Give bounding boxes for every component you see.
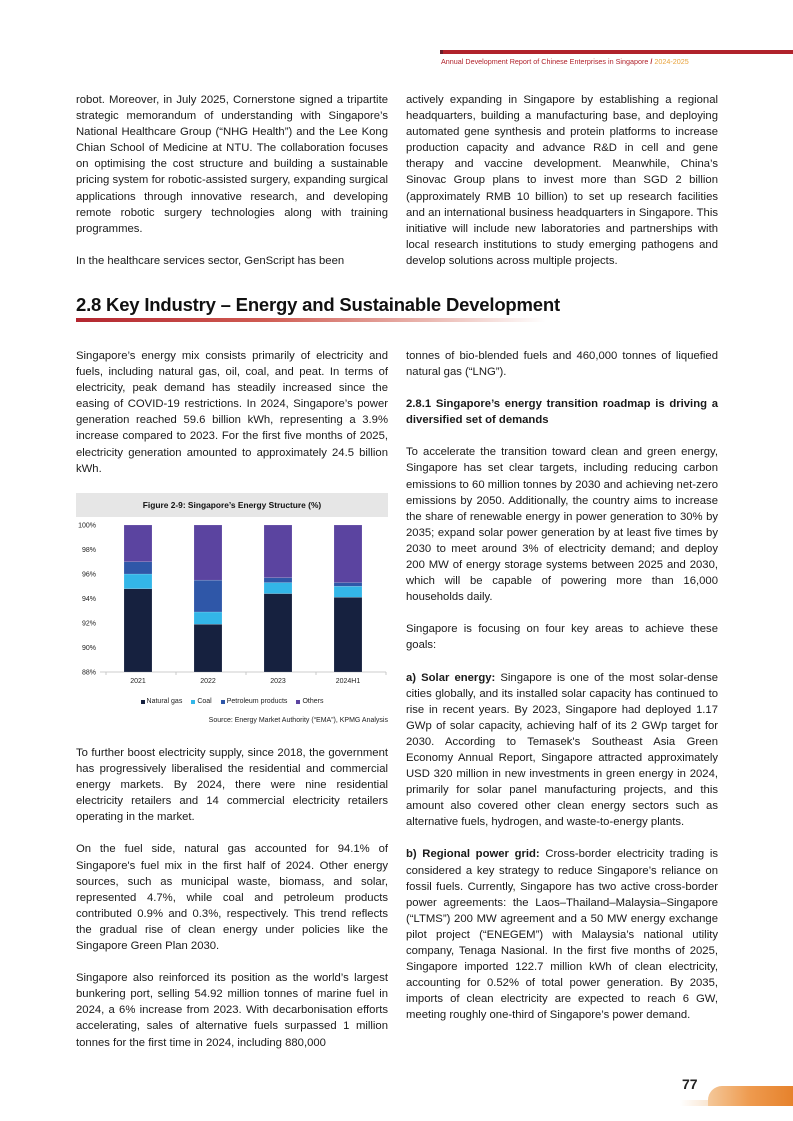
legend-swatch [191, 700, 195, 704]
paragraph: On the fuel side, natural gas accounted for 94.1% of Singapore's fuel mix in the first half of 2024. Other energy sources, such as municipal waste, biomass, and solar, represented 4.7%, while coal and petroleum products contributed 0.9% and 0.3%, respectively. This trend reflects the gradual rise of clean energy under policies like the Singapore Green Plan 2030. [76, 843, 388, 953]
bar-segment-natural-gas [264, 594, 292, 672]
bar-segment-others [334, 525, 362, 583]
paragraph-solar-energy [406, 670, 718, 831]
paragraph: tonnes of bio-blended fuels and 460,000 tonnes of liquefied natural gas (“LNG”). [406, 350, 718, 379]
section-title-underline [76, 318, 546, 322]
bar-segment-others [194, 525, 222, 580]
running-header-title: Annual Development Report of Chinese Enterprises in Singapore [441, 57, 649, 66]
bar-segment-coal [334, 586, 362, 597]
paragraph: Singapore is focusing on four key areas to achieve these goals: [406, 623, 718, 652]
legend-item-others [296, 698, 323, 705]
legend-label: Coal [197, 698, 212, 705]
paragraph-regional-grid [406, 846, 718, 1023]
running-header-separator: / [648, 57, 655, 66]
legend-label: Others [302, 698, 324, 705]
bar-segment-petroleum-products [124, 562, 152, 574]
bar-segment-natural-gas [124, 589, 152, 672]
legend-swatch [141, 700, 145, 704]
y-tick-label: 98% [81, 547, 96, 554]
x-tick-label: 2023 [270, 678, 286, 685]
legend-item-petroleum [221, 698, 288, 705]
running-header-years: 2024-2025 [654, 57, 689, 66]
bar-segment-petroleum-products [194, 580, 222, 612]
bar-segment-petroleum-products [264, 578, 292, 583]
legend-swatch [221, 700, 225, 704]
bar-segment-petroleum-products [334, 583, 362, 587]
x-tick-label: 2024H1 [335, 678, 361, 685]
right-column-top [406, 92, 718, 285]
solar-energy-text: Singapore is one of the most solar-dense cities globally, and its installed solar capacity has continued to rise in recent years. By 2023, Singapore had deployed 1.17 GWp of solar capacity, achieving half of its 2 GWp target for 2030. According to Temasek's Southeast Asia Green Economy Annual Report, Singapore attracted approximately USD 320 million in new investments in green energy in 2024, primarily for solar panel manufacturing projects, and this amount also covered other clean energy sectors such as alternative fuels, hydrogen, and waste-to-energy plants. [406, 671, 718, 829]
bar-segment-coal [124, 574, 152, 589]
y-tick-label: 92% [81, 620, 96, 628]
stacked-bar-chart [76, 519, 388, 697]
running-header [441, 57, 689, 66]
figure-title: Figure 2-9: Singapore’s Energy Structure (%) [76, 493, 388, 517]
left-column-intro [76, 348, 388, 493]
bar-segment-coal [194, 612, 222, 624]
solar-energy-lead: a) Solar energy: [406, 671, 496, 684]
legend-item-natural-gas [141, 698, 183, 705]
x-axis [100, 672, 386, 685]
paragraph: actively expanding in Singapore by establishing a regional headquarters, building a manufacturing base, and deploying automated gene synthesis and protein platforms to increase production capacity and advance R&D in cell and gene therapy and vaccine development. Meanwhile, China’s Sinovac Group plans to invest more than SGD 2 billion (approximately RMB 10 billion) to set up research facilities and an international business headquarters in Singapore. This initiative will include new laboratories and partnerships with local research institutions to study emerging pathogens and develop solutions across multiple projects. [406, 94, 718, 267]
figure-source: Source: Energy Market Authority (“EMA”), KPMG Analysis [208, 717, 388, 724]
legend-item-coal [191, 698, 211, 705]
subsection-heading: 2.8.1 Singapore’s energy transition roadmap is driving a diversified set of demands [406, 398, 718, 427]
y-tick-label: 88% [81, 669, 96, 677]
bar-segment-natural-gas [334, 597, 362, 672]
header-accent-bar [440, 50, 793, 54]
page-number: 77 [682, 1076, 698, 1092]
paragraph: Singapore’s energy mix consists primarily of electricity and fuels, including natural gas, oil, coal, and peat. In terms of electricity, peak demand has steadily increased since the easing of COVID-19 restrictions. In 2024, Singapore’s power generation reached 59.6 billion kWh, representing a 3.9% increase compared to 2023. For the first five months of 2025, electricity generation amounted to approximately 24.5 billion kWh. [76, 350, 388, 475]
paragraph: In the healthcare services sector, GenScript has been [76, 254, 345, 267]
y-tick-label: 96% [81, 571, 96, 579]
header-accent-mark [440, 50, 443, 54]
x-tick-label: 2021 [130, 678, 146, 685]
legend-swatch [296, 700, 300, 704]
regional-grid-lead: b) Regional power grid: [406, 848, 540, 861]
chart-legend [76, 698, 388, 705]
left-column-bottom [76, 745, 388, 1067]
paragraph: Singapore also reinforced its position as the world’s largest bunkering port, selling 54.92 million tonnes of marine fuel in 2024, a 6% increase from 2023. With decarbonisation efforts accelerating, sales of alternative fuels surpassed 1 million tonnes for the first time in 2024, including 880,000 [76, 972, 388, 1049]
bar-segment-others [264, 525, 292, 578]
section-title: 2.8 Key Industry – Energy and Sustainable Development [76, 294, 560, 315]
right-column-main [406, 348, 718, 1039]
bars [124, 525, 362, 672]
page-tab-decoration [708, 1086, 793, 1106]
y-axis [78, 523, 96, 677]
legend-label: Natural gas [146, 698, 183, 705]
bar-segment-natural-gas [194, 624, 222, 672]
y-tick-label: 100% [78, 522, 96, 530]
paragraph: To accelerate the transition toward clean and green energy, Singapore has set clear targets, including reducing carbon emissions to 60 million tonnes by 2030 and achieving net-zero emissions by 2050. Additionally, the country aims to increase the share of renewable energy in power generation to 30% by 2035; expand solar power generation by at least five times by 2030 to meet around 3% of electricity demand; and deploy 200 MW of energy storage systems between 2025 and 2030, which will be capable of powering more than 16,000 households daily. [406, 446, 718, 604]
paragraph: robot. Moreover, in July 2025, Cornerstone signed a tripartite strategic memorandum of understanding with Singapore’s National Healthcare Group (“NHG Health”) and the Lee Kong Chian School of Medicine at NTU. The collaboration focuses on optimising the cost structure and building a sustainable pricing system for robotic-assisted surgery, expanding surgical applications through innovative research, and developing remote robotic surgery technologies along with training programmes. [76, 94, 388, 235]
figure-energy-structure [76, 493, 388, 733]
bar-segment-coal [264, 583, 292, 594]
regional-grid-text: Cross-border electricity trading is considered a key strategy to reduce Singapore’s reliance on fossil fuels. Currently, Singapore has two active cross-border power agreements: the Laos–Thailand–Malaysia–Singapore (“LTMS”) 200 MW agreement and a 50 MW energy exchange pilot project (“ENEGEM”) with Malaysia’s national utility company, Tenaga Nasional. In the first five months of 2025, Singapore imported 122.7 million kWh of clean electricity, accounting for 0.52% of total power generation. By 2035, imports of clean electricity are expected to reach 6 GW, meeting roughly one-third of Singapore’s power demand. [406, 848, 718, 1022]
y-tick-label: 94% [81, 596, 96, 603]
left-column-top [76, 92, 388, 285]
x-tick-label: 2022 [200, 678, 216, 685]
y-tick-label: 90% [81, 645, 96, 652]
paragraph: To further boost electricity supply, since 2018, the government has progressively liberalised the residential and commercial energy markets. By 2024, there were nine residential electricity retailers and 14 commercial electricity retailers operating in the market. [76, 747, 388, 824]
legend-label: Petroleum products [226, 698, 288, 705]
bar-segment-others [124, 525, 152, 562]
